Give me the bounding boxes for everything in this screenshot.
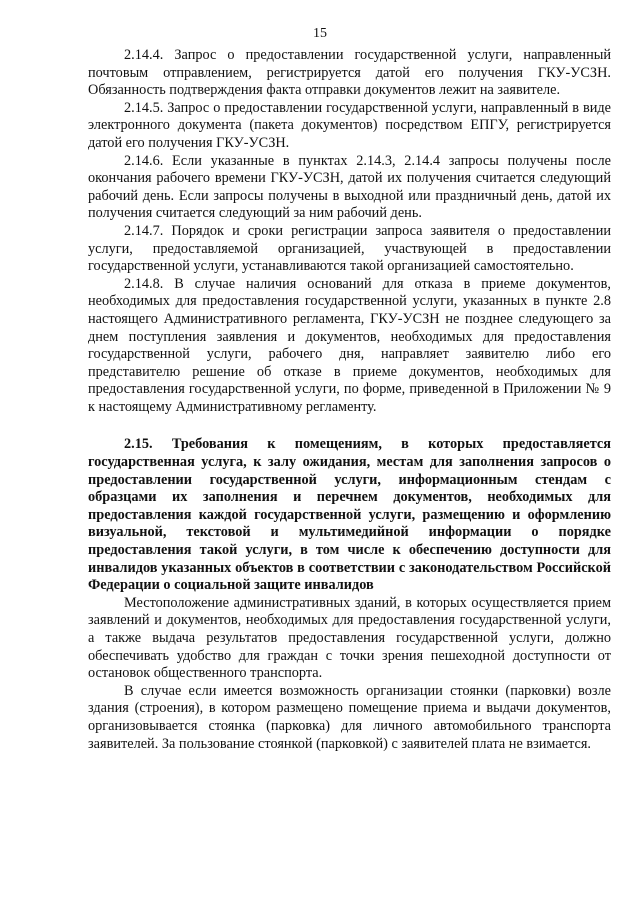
paragraph-2-14-5: 2.14.5. Запрос о предоставлении государственной услуги, направленный в виде электронного документа (пакета документов) посредством ЕПГУ, регистрируется датой его получения ГКУ-УСЗН. [88,99,611,151]
document-body [88,47,611,753]
paragraph-2-14-6: 2.14.6. Если указанные в пунктах 2.14.3, 2.14.4 запросы получены после окончания рабочего времени ГКУ-УСЗН, датой их получения считается следующий рабочий день. Если запросы получены в выходной или праздничный день, датой их получения считается следующий за ним рабочий день. [88,152,611,222]
section-heading-2-15: 2.15. Требования к помещениям, в которых предоставляется государственная услуга, к залу ожидания, местам для заполнения запросов о предоставлении государственной услуги, информационным стендам с образцами их заполнения и перечнем документов, необходимых для предоставления каждой государственной услуги, размещению и оформлению визуальной, текстовой и мультимедийной информации о порядке предоставления такой услуги, в том числе к обеспечению доступности для инвалидов указанных объектов в соответствии с законодательством Российской Федерации о социальной защите инвалидов [88,436,611,594]
page-number: 15 [313,26,327,41]
paragraph-2-14-8: 2.14.8. В случае наличия оснований для отказа в приеме документов, необходимых для предоставления государственной услуги, указанных в пункте 2.8 настоящего Административного регламента, ГКУ-УСЗН не позднее следующего за днем поступления заявления и документов, необходимых для предоставления государственной услуги, рабочего дня, направляет заявителю либо его представителю решение об отказе в приеме документов, необходимых для предоставления государственной услуги, по форме, приведенной в Приложении № 9 к настоящему Административному регламенту. [88,275,611,415]
paragraph-building-location: Местоположение административных зданий, в которых осуществляется прием заявлений и документов, необходимых для предоставления государственной услуги, а также выдача результатов предоставления государственной услуги, должно обеспечивать удобство для граждан с точки зрения пешеходной доступности от остановок общественного транспорта. [88,594,611,682]
paragraph-2-14-4: 2.14.4. Запрос о предоставлении государственной услуги, направленный почтовым отправлением, регистрируется датой его получения ГКУ-УСЗН. Обязанность подтверждения факта отправки документов лежит на заявителе. [88,47,611,99]
paragraph-parking: В случае если имеется возможность организации стоянки (парковки) возле здания (строения), в котором размещено помещение приема и выдачи документов, организовывается стоянка (парковка) для личного автомобильного транспорта заявителей. За пользование стоянкой (парковкой) с заявителей плата не взимается. [88,682,611,752]
paragraph-2-14-7: 2.14.7. Порядок и сроки регистрации запроса заявителя о предоставлении услуги, предоставляемой организацией, участвующей в предоставлении государственной услуги, устанавливаются такой организацией самостоятельно. [88,222,611,275]
